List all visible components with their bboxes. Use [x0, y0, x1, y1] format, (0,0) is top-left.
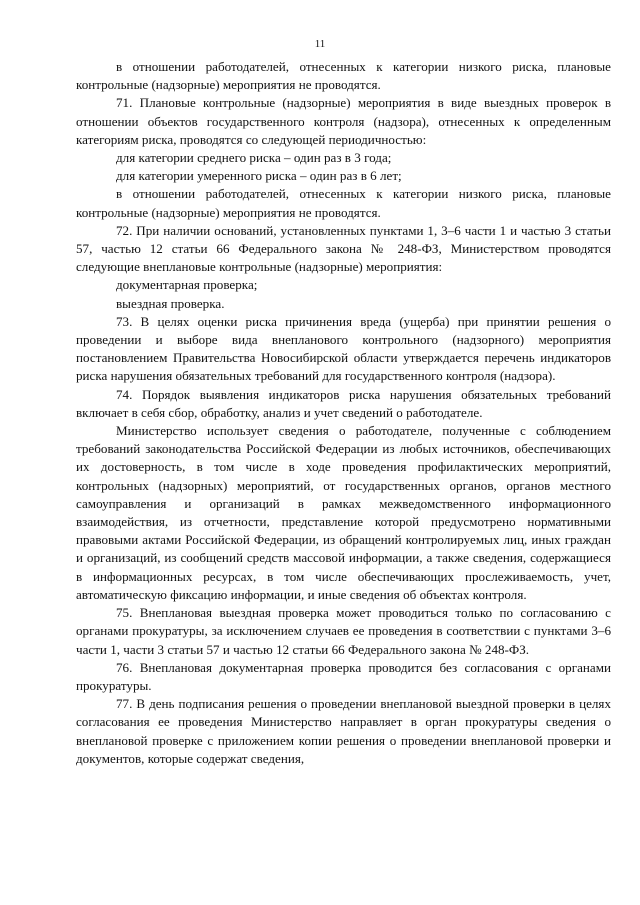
paragraph-ministry-info: Министерство использует сведения о работодателе, полученные с соблюдением требований законодательства Российской Федерации из любых источников, обеспечивающих их достоверность, в том числе в ходе проведения профилактических мероприятий, контрольных (надзорных) мероприятий, от государственных органов, органов местного самоуправления и организаций в рамках межведомственного информационного взаимодействия, из отчетности, представление которой предусмотрено нормативными правовыми актами Российской Федерации, из обращений контролируемых лиц, иных граждан и организаций, из сообщений средств массовой информации, а также сведения, содержащиеся в информационных ресурсах, в том числе обеспечивающих прослеживаемость, учет, автоматическую фиксацию информации, и иные сведения об объектах контроля. — [76, 423, 611, 602]
paragraph-onsite-check: выездная проверка. — [116, 295, 225, 311]
paragraph-document-check: документарная проверка; — [116, 277, 258, 293]
paragraph-74: 74. Порядок выявления индикаторов риска нарушения обязательных требований включает в себя сбор, обработку, анализ и учет сведений о работодателе. — [76, 386, 611, 420]
paragraph-low-risk-2: в отношении работодателей, отнесенных к категории низкого риска, плановые контрольные (надзорные) мероприятия не проводятся. — [76, 186, 611, 220]
paragraph-low-risk-1: в отношении работодателей, отнесенных к категории низкого риска, плановые контрольные (надзорные) мероприятия не проводятся. — [76, 59, 611, 93]
paragraph-moderate-risk: для категории умеренного риска – один раз в 6 лет; — [116, 168, 402, 184]
paragraph-medium-risk: для категории среднего риска – один раз в 3 года; — [116, 150, 392, 166]
paragraph-71: 71. Плановые контрольные (надзорные) мероприятия в виде выездных проверок в отношении объектов государственного контроля (надзора), отнесенных к определенным категориям риска, проводятся со следующей периодичностью: — [76, 95, 611, 147]
document-body — [76, 58, 611, 768]
paragraph-73: 73. В целях оценки риска причинения вреда (ущерба) при принятии решения о проведении и выборе вида внепланового контрольного (надзорного) мероприятия постановлением Правительства Новосибирской области утверждается перечень индикаторов риска нарушения обязательных требований для государственного контроля (надзора). — [76, 313, 611, 384]
page-number: 11 — [314, 38, 326, 50]
paragraph-75: 75. Внеплановая выездная проверка может проводиться только по согласованию с органами прокуратуры, за исключением случаев ее проведения в соответствии с пунктами 3–6 части 1, части 3 статьи 57 и частью 12 статьи 66 Федерального закона № 248-ФЗ. — [76, 605, 611, 657]
paragraph-76: 76. Внеплановая документарная проверка проводится без согласования с органами прокуратуры. — [76, 659, 611, 693]
paragraph-72: 72. При наличии оснований, установленных пунктами 1, 3–6 части 1 и частью 3 статьи 57, частью 12 статьи 66 Федерального закона № 248-ФЗ, Министерством проводятся следующие внеплановые контрольные (надзорные) мероприятия: — [76, 222, 611, 275]
paragraph-77: 77. В день подписания решения о проведении внеплановой выездной проверки в целях согласования ее проведения Министерство направляет в орган прокуратуры сведения о внеплановой проверке с приложением копии решения о проведении внеплановой проверки и документов, которые содержат сведения, — [76, 696, 611, 766]
